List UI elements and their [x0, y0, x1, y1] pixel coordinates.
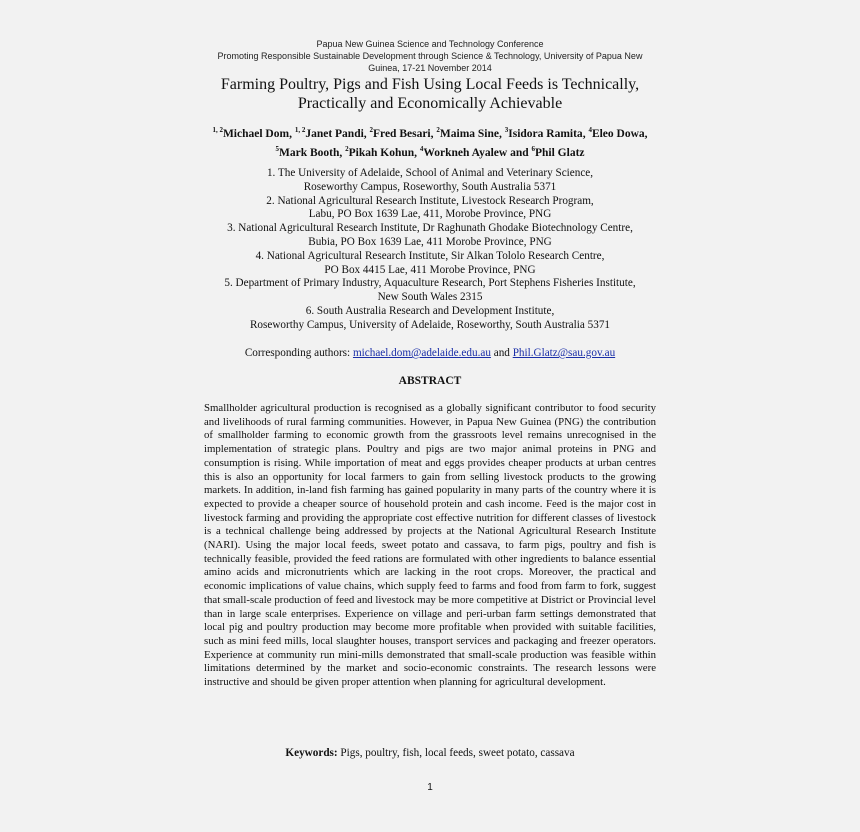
author-affiliation-marker: 5	[275, 145, 279, 154]
affiliation-line: 1. The University of Adelaide, School of Animal and Veterinary Science,	[266, 167, 594, 179]
author-affiliation-marker: 4	[419, 145, 424, 154]
author-separator: and	[507, 147, 532, 160]
corresponding-label: Corresponding authors:	[244, 347, 353, 359]
title-line-1: Farming Poultry, Pigs and Fish Using Local Feeds is Technically,	[220, 76, 640, 93]
affiliation-line: Roseworthy Campus, University of Adelaide, Roseworthy, South Australia 5371	[249, 318, 611, 331]
affiliation-line: 5. Department of Primary Industry, Aquaculture Research, Port Stephens Fisheries Institute,	[224, 277, 636, 290]
conference-dates: Guinea, 17-21 November 2014	[368, 63, 492, 73]
author-affiliation-marker: 6	[531, 145, 535, 154]
author-affiliation-marker: 3	[504, 126, 509, 134]
author-separator: ,	[363, 127, 370, 140]
title-line-2: Practically and Economically Achievable	[297, 95, 563, 112]
affiliation-line: 2. National Agricultural Research Institute, Livestock Research Program,	[266, 194, 594, 207]
keywords-text: Pigs, poultry, fish, local feeds, sweet potato, cassava	[337, 747, 575, 759]
author-separator: ,	[339, 147, 346, 160]
author-separator: ,	[644, 127, 648, 140]
author-separator: ,	[430, 127, 437, 140]
paper-title	[150, 75, 710, 113]
affiliation-line: Labu, PO Box 1639 Lae, 411, Morobe Province, PNG	[308, 208, 552, 221]
author-affiliation-marker: 2	[436, 126, 440, 134]
email-link-dom[interactable]: michael.dom@adelaide.edu.au	[352, 347, 491, 359]
affiliation-line: New South Wales 2315	[377, 291, 483, 304]
author-name: Mark Booth	[278, 147, 340, 160]
author-name: Eleo Dowa	[591, 127, 645, 140]
author-separator: ,	[499, 127, 505, 140]
conference-header	[200, 38, 660, 74]
affiliation-line: Roseworthy Campus, Roseworthy, South Australia 5371	[303, 180, 557, 193]
affiliation-line: PO Box 4415 Lae, 411 Morobe Province, PNG	[324, 263, 536, 276]
author-name: Pikah Kohun	[348, 147, 415, 160]
corresponding-conjunction: and	[490, 347, 513, 359]
page-number: 1	[427, 782, 433, 793]
affiliation-line: 3. National Agricultural Research Institute, Dr Raghunath Ghodake Biotechnology Centre,	[227, 222, 633, 235]
author-name: Michael Dom	[222, 127, 290, 140]
author-separator: ,	[414, 147, 420, 160]
email-link-glatz[interactable]: Phil.Glatz@sau.gov.au	[512, 347, 616, 359]
author-separator: ,	[289, 127, 295, 140]
affiliation-line: 4. National Agricultural Research Institute, Sir Alkan Tololo Research Centre,	[255, 249, 605, 262]
corresponding-authors	[150, 346, 710, 360]
affiliation-line: 6. South Australia Research and Development Institute,	[305, 304, 555, 317]
abstract-body: Smallholder agricultural production is recognised as a globally significant contributor to food security and livelihoods of rural farming communities. However, in Papua New Guinea (PNG) the contribution of smallholder farming to economic growth from the grassroots level remains unrecognised in the implementation of strategic plans. Poultry and pigs are two major animal proteins in PNG and consumption is rising. While importation of meat and eggs provides cheaper products at urban centres this is also an opportunity for local farmers to gain from selling livestock products to the growing markets. In addition, in-land fish farming has gained popularity in many parts of the country where it is expected to provide a cheaper source of household protein and cash income. Feed is the major cost in livestock farming and providing the appropriate cost effective nutrition for different classes of livestock is a technical challenge being addressed by projects at the National Agricultural Research Institute (NARI). Using the major local feeds, sweet potato and cassava, to farm pigs, poultry and fish is technically feasible, provided the feed rations are formulated with other ingredients to balance essential amino acids and micronutrients which are lacking in the root crops. Moreover, the practical and economic implications of value chains, which supply feed to farms and food from farm to fork, suggest that small-scale production of feed and livestock may be more competitive at District or Provincial level than in large scale enterprises. Experience on village and peri-urban farm settings demonstrated that local pig and poultry production may become more profitable when provided with suitable facilities, such as mini feed mills, local slaughter houses, transport services and packaging and freezer operators. Experience at community run mini-mills demonstrated that small-scale production was feasible within limitations determined by the market and socio-economic constraints. The research lessons were instructive and should be given proper attention when planning for agricultural development.	[204, 402, 656, 689]
author-affiliation-marker: 2	[345, 145, 349, 154]
author-affiliation-marker: 1, 2	[212, 126, 223, 134]
author-name: Phil Glatz	[535, 147, 585, 160]
author-name: Isidora Ramita	[508, 127, 583, 140]
author-name: Fred Besari	[373, 127, 431, 140]
author-name: Maima Sine	[439, 127, 499, 140]
conference-name: Papua New Guinea Science and Technology Conference	[316, 39, 544, 49]
affiliations	[150, 167, 710, 333]
author-list	[200, 123, 660, 162]
abstract-heading: ABSTRACT	[398, 375, 462, 387]
affiliation-line: Bubia, PO Box 1639 Lae, 411 Morobe Province, PNG	[308, 235, 552, 248]
conference-theme: Promoting Responsible Sustainable Development through Science & Technology, University of Papua New	[217, 51, 643, 61]
author-affiliation-marker: 4	[588, 126, 592, 134]
keywords-label: Keywords:	[285, 747, 338, 759]
keywords	[150, 746, 710, 760]
author-name: Janet Pandi	[305, 127, 364, 140]
author-affiliation-marker: 2	[369, 126, 374, 134]
author-affiliation-marker: 1, 2	[294, 126, 306, 134]
author-separator: ,	[582, 127, 589, 140]
author-name: Workneh Ayalew	[423, 147, 508, 160]
